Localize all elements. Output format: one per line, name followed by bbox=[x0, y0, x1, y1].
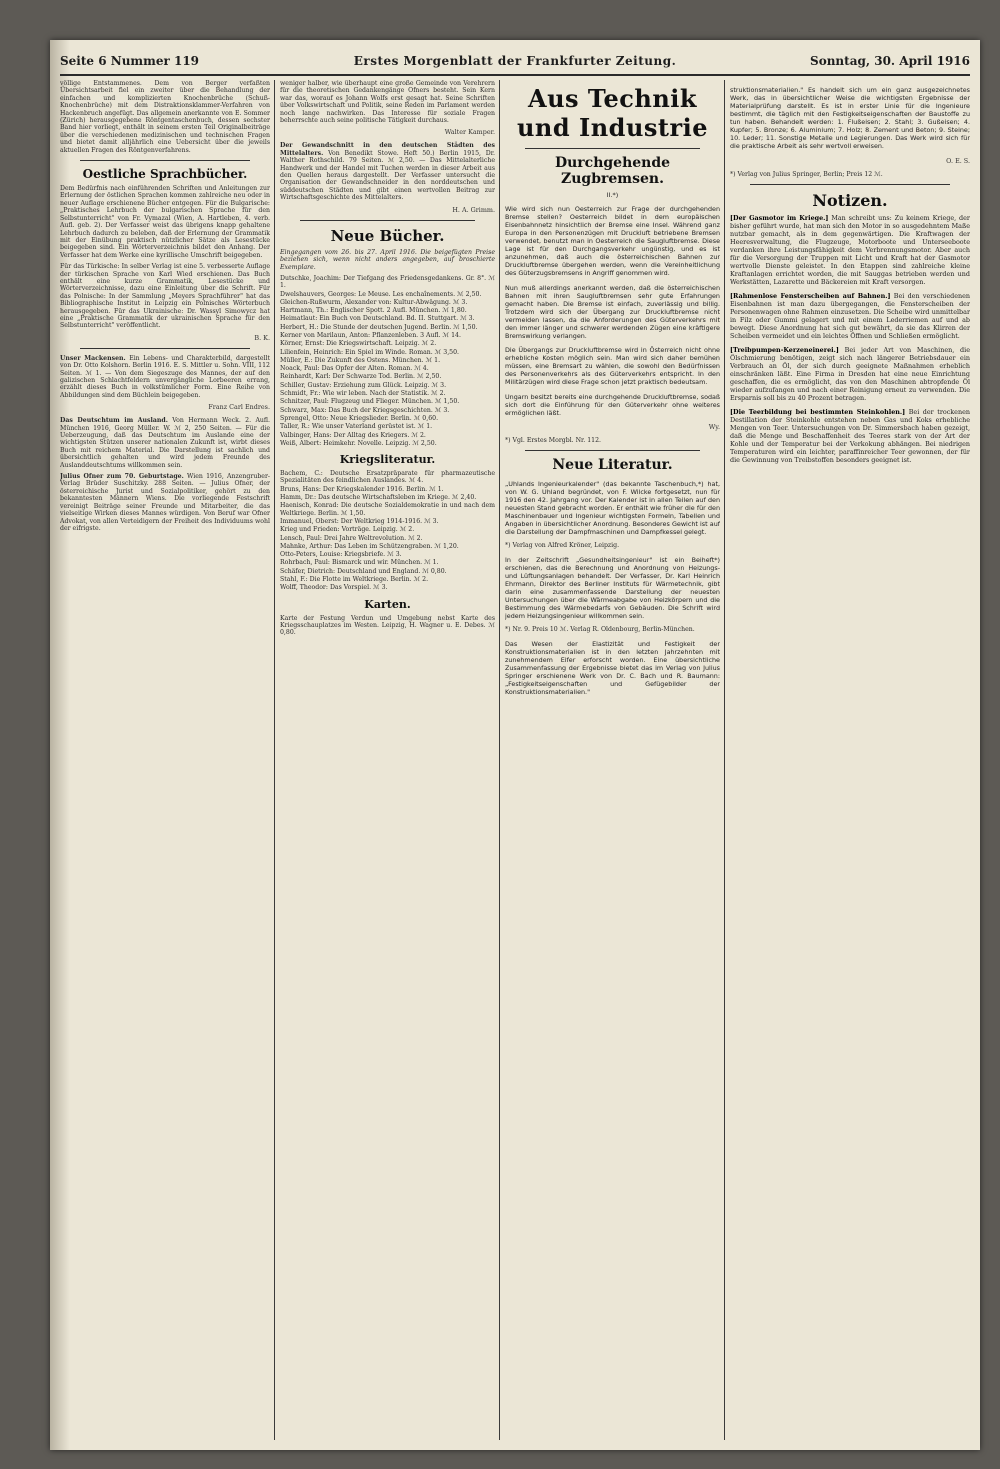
list-item: Schmidt, Fr.: Wie wir leben. Nach der Statistik. ℳ 2. bbox=[280, 390, 446, 398]
notice-item bbox=[730, 292, 970, 340]
column-1 bbox=[60, 80, 270, 1440]
review-body: Von Benedikt Stowe. Heft 50.) Berlin 1915, Dr. Walther Rothschild. 79 Seiten. ℳ 2,50. — Das Mittelalterliche Handwerk und der Handel mit Tuchen werden in dieser Arbeit aus den Quellen heraus dargestellt. Der Verfasser untersucht die Organisation der Gewandschneider in den norddeutschen und süddeutschen Städten und gibt einen wertvollen Beitrag zur Wirtschaftsgeschichte des Mittelalters. bbox=[280, 149, 495, 202]
section-heading: Neue Literatur. bbox=[552, 457, 673, 474]
list-item: Reinhardt, Karl: Der Schwarze Tod. Berlin. ℳ 2,50. bbox=[280, 373, 442, 381]
article-text: Für das Türkische: In selber Verlag ist eine 5. verbesserte Auflage der türkischen Sprache von Karl Wied erschienen. Das Buch enthält eine kurze Grammatik, Lesestücke und Wörterverzeichnisse, dazu eine Einleitung über die Schrift. Für das Polnische: In der Sammlung „Meyers Sprachführer" hat das Bibliographische Institut in Leipzig ein Polnisches Wörterbuch herausgegeben. Für das Ukrainische: Dr. Wassyl Simowycz hat eine „Praktische Grammatik der ukrainischen Sprache für den Selbstunterricht" veröffentlicht. bbox=[60, 263, 270, 330]
list-item: Rohrbach, Paul: Bismarck und wir. München. ℳ 1. bbox=[280, 559, 439, 567]
section-heading: Kriegsliteratur. bbox=[339, 453, 436, 467]
list-item: Wolff, Theodor: Das Vorspiel. ℳ 3. bbox=[280, 584, 388, 592]
footnote: *) Verlag von Alfred Kröner, Leipzig. bbox=[505, 542, 620, 550]
list-item: Hamm, Dr.: Das deutsche Wirtschaftsleben im Kriege. ℳ 2,40. bbox=[280, 494, 477, 502]
column-rule bbox=[499, 80, 500, 1440]
article-text: Dem Bedürfnis nach einführenden Schriften und Anleitungen zur Erlernung der östlichen Sprachen kommen zahlreiche neu oder in neuer Auflage erschienene Bücher entgegen. Für die Bulgarische: „Praktisches Lehrbuch der bulgarischen Sprache für den Selbstunterricht" von Fr. Vymazal (Wien, A. Hartleben, 4. verb. Aufl. geb. 2). Der Verfasser weist das übrigens knapp gehaltene Lehrbuch dadurch zu beleben, daß der Erlernung der Grammatik mit der Einübung praktisch nützlicher Sätze als Lesestücke beigegeben sind. Ein Wörterverzeichnis bildet den Anhang. Der Verfasser hat dem Werke eine kyrillische Umschrift beigegeben. bbox=[60, 185, 270, 259]
newspaper-page bbox=[50, 40, 980, 1450]
list-item: Stahl, F.: Die Flotte im Weltkriege. Berlin. ℳ 2. bbox=[280, 576, 429, 583]
list-item: Taller, R.: Wie unser Vaterland gerüstet ist. ℳ 1. bbox=[280, 423, 433, 431]
author-signature: B. K. bbox=[254, 333, 270, 342]
section-heading: Notizen. bbox=[812, 191, 888, 211]
section-heading: Oestliche Sprachbücher. bbox=[82, 167, 248, 182]
section-title: Aus Technik und Industrie bbox=[516, 84, 709, 142]
column-4 bbox=[730, 80, 970, 1440]
article-heading: Durchgehende Zugbremsen. bbox=[554, 155, 671, 187]
review-title: Der Gewandschnitt in den deutschen Städten des Mittelalters. bbox=[280, 142, 495, 157]
article-text: „Uhlands Ingenieurkalender" (das bekannte Taschenbuch,*) hat, von W. G. Uhland begründet, von F. Wilcke fortgesetzt, nun für 1916 den 42. Jahrgang vor. Der Kalender ist in allen Teilen auf den neuesten Stand gebracht worden. Er enthält wie früher die für den Maschinenbauer und Ingenieur wichtigsten Formeln, Tabellen und Angaben in übersichtlicher Anordnung. Besonderes Gewicht ist auf die Darstellung der Dampfmaschinen und Dampfkessel gelegt. bbox=[505, 479, 720, 536]
list-item: Schnitzer, Paul: Flugzeug und Flieger. München. ℳ 1,50. bbox=[280, 398, 460, 406]
issue-date: Sonntag, 30. April 1916 bbox=[810, 54, 970, 68]
section-heading: Karten. bbox=[364, 597, 411, 611]
notice-item bbox=[730, 214, 970, 286]
notice-item bbox=[730, 408, 970, 464]
divider bbox=[80, 160, 250, 161]
author-signature: Wy. bbox=[708, 422, 720, 431]
review-text bbox=[60, 355, 270, 399]
list-item: Immanuel, Oberst: Der Weltkrieg 1914-1916. ℳ 3. bbox=[280, 517, 439, 525]
article-text: In der Zeitschrift „Gesundheitsingenieur" ist ein Beiheft*) erschienen, das die Berechnung und Anordnung von Heizungs- und Lüftungsanlagen behandelt. Der Verfasser, Dr. Karl Heinrich Ehrmann, Direktor des Berliner Instituts für Wärmetechnik, gibt darin eine zusammenfassende Darstellung der neuesten Untersuchungen über die Wärmeabgabe von Heizkörpern und die Bestimmung des Wärmebedarfs von Gebäuden. Die Schrift wird jedem Heizungsingenieur willkommen sein. bbox=[505, 555, 720, 620]
notice-item bbox=[730, 346, 970, 402]
list-item: Müller, E.: Die Zukunft des Ostens. München. ℳ 1. bbox=[280, 356, 441, 364]
review-title: Julius Ofner zum 70. Geburtstage. bbox=[60, 473, 184, 481]
list-item: Kerner von Marilaun, Anton: Pflanzenleben. 3 Aufl. ℳ 14. bbox=[280, 331, 461, 339]
review-body: Wien 1916, Anzengruber-Verlag Brüder Suschitzky. 288 Seiten. — Julius Ofner, der österreichische Jurist und Sozialpolitiker, gehört zu den bekanntesten Männern Wiens. Die vorliegende Festschrift vereinigt Beiträge seiner Freunde und Mitarbeiter, die das vielseitige Wirken dieses Mannes würdigen. Von Beruf war Ofner Advokat, von allen Verteidigern der Freiheit des Individuums wohl der eifrigste. bbox=[60, 473, 270, 532]
divider bbox=[750, 184, 950, 185]
author-signature: H. A. Grimm. bbox=[452, 205, 495, 214]
newspaper-title: Erstes Morgenblatt der Frankfurter Zeitung. bbox=[353, 54, 677, 68]
author-signature: O. E. S. bbox=[946, 156, 970, 165]
footnote: *) Verlag von Julius Springer, Berlin; Preis 12 ℳ. bbox=[730, 170, 883, 178]
article-text: völlige Entstammenes. Dem von Berger verfaßten Übersichtsarbeit fiel ein zweiter über die Behandlung der einfachen und komplizierten Knochenbrüche (Schuß-Knochenbrüche) mit dem Distraktionsklammer-Verfahren von Hackenbruch angefügt. Das allgemein anerkannte von E. Sommer (Zürich) herausgegebene Röntgentaschenbuch, dessen sechster Band hier vorliegt, enthält in seinem ersten Teil Originalbeiträge über die verschiedenen medizinischen und technischen Fragen und bietet damit alljährlich eine Uebersicht über die jeweils aktuellen Fragen des Röntgenverfahrens. bbox=[60, 80, 270, 154]
article-text: Karte der Festung Verdun und Umgebung nebst Karte des Kriegsschauplatzes im Westen. Leipzig, H. Wagner u. E. Debes. ℳ 0,80. bbox=[280, 614, 495, 637]
footnote: *) Vgl. Erstes Morgbl. Nr. 112. bbox=[505, 436, 602, 444]
article-text: struktionsmaterialien." Es handelt sich um ein ganz ausgezeichnetes Werk, das in übersichtlicher Weise die wichtigsten Ergebnisse der Materialprüfung darstellt. Es ist in erster Linie für die Ingenieure bestimmt, die täglich mit den Festigkeitseigenschaften der Baustoffe zu tun haben. Behandelt werden: 1. Flußeisen; 2. Stahl; 3. Gußeisen; 4. Kupfer; 5. Bronze; 6. Aluminium; 7. Holz; 8. Zement und Beton; 9. Steine; 10. Leder; 11. Sonstige Metalle und Legierungen. Das Werk wird sich für die praktische Arbeit als sehr wertvoll erweisen. bbox=[730, 86, 970, 151]
list-item: Haenisch, Konrad: Die deutsche Sozialdemokratie in und nach dem Weltkriege. Berlin. ℳ 1,50. bbox=[280, 502, 495, 517]
review-text bbox=[60, 473, 270, 532]
list-item: Schiller, Gustav: Erziehung zum Glück. Leipzig. ℳ 3. bbox=[280, 381, 447, 389]
notice-title: [Die Teerbildung bei bestimmten Steinkohlen.] bbox=[730, 408, 906, 417]
column-rule bbox=[274, 80, 275, 1440]
book-list bbox=[280, 275, 495, 447]
article-text: Die Übergangs zur Druckluftbremse wird in Österreich nicht ohne erhebliche Kosten möglich sein. Man wird sich daher bemühen müssen, eine Bremsart zu wählen, die sowohl den Bedürfnissen des Personenverkehrs als des Güterverkehrs entspricht. In den Militärzügen wird diese Frage schon jetzt praktisch bedeutsam. bbox=[505, 346, 720, 387]
notice-body: Bei der trockenen Destillation der Steinkohle entstehen neben Gas und Koks erhebliche Mengen von Teer. Untersuchungen von Dr. Simmersbach haben gezeigt, daß die Menge und Beschaffenheit des Teeres stark von der Art der Kohle und der Temperatur bei der Verkokung abhängen. Bei niedrigen Temperaturen wird ein leichter, paraffinreicher Teer gewonnen, der für die Gewinnung von Treibstoffen besonders geeignet ist. bbox=[730, 408, 970, 465]
author-signature: Walter Kamper. bbox=[444, 128, 495, 137]
notice-body: Man schreibt uns: Zu keinem Kriege, der bisher geführt wurde, hat man sich den Motor in so ausgedehntem Maße nutzbar gemacht, als in dem gegenwärtigen. Die Kraftwagen der Heeresverwaltung, die Flugzeuge, Motorboote und Unterseeboote verdanken ihre Leistungsfähigkeit dem Verbrennungsmotor. Aber auch für die Versorgung der Truppen mit Licht und Kraft hat der Gasmotor wertvolle Dienste geleistet. In den Etappen sind zahlreiche kleine Kraftanlagen errichtet worden, die mit Sauggas betrieben werden und Werkstätten, Lazarette und Bäckereien mit Kraft versorgen. bbox=[730, 214, 970, 287]
author-signature: Franz Carl Endres. bbox=[208, 403, 270, 412]
notice-body: Bei jeder Art von Maschinen, die Ölschmierung benötigen, zeigt sich nach längerer Betriebsdauer ein Verbrauch an Öl, der sich durch geeignete Maßnahmen erheblich einschränken läßt. Eine Firma in Dresden hat eine neue Einrichtung geschaffen, die es ermöglicht, das von den Maschinen abtropfende Öl wieder aufzufangen und nach einer Reinigung erneut zu verwenden. Die Ersparnis soll bis zu 40 Prozent betragen. bbox=[730, 346, 970, 403]
list-item: Lensch, Paul: Drei Jahre Weltrevolution. ℳ 2. bbox=[280, 534, 423, 542]
list-item: Weiß, Albert: Heimkehr. Novelle. Leipzig. ℳ 2,50. bbox=[280, 439, 437, 447]
column-3 bbox=[505, 80, 720, 1440]
review-text bbox=[60, 417, 270, 469]
list-item: Valbinger, Hans: Der Alltag des Kriegers. ℳ 2. bbox=[280, 431, 426, 439]
list-item: Schwarz, Max: Das Buch der Kriegsgeschichten. ℳ 3. bbox=[280, 406, 450, 414]
page-number: Seite 6 Nummer 119 bbox=[60, 54, 200, 68]
divider bbox=[525, 148, 700, 149]
review-body: Von Hermann Weck. 2. Aufl. München 1916, Georg Müller. W. ℳ 2, 250 Seiten. — Für die Ueberzeugung, daß das Deutschtum im Auslande eine der wichtigsten Stützen unserer nationalen Zukunft ist, wirbt dieses Buch mit reichem Material. Die Darstellung ist sachlich und übersichtlich gehalten und wird jedem Freunde des Auslanddeutschtums willkommen sein. bbox=[60, 417, 270, 469]
article-text: Nun muß allerdings anerkannt werden, daß die österreichischen Bahnen mit ihren Saugluftbremsen sehr gute Erfahrungen gemacht haben. Die Bremse ist einfach, zuverlässig und billig. Trotzdem wird sich der Übergang zur Druckluftbremse nicht vermeiden lassen, da die Anforderungen des Güterverkehrs mit den immer länger und schwerer werdenden Zügen eine kräftigere Bremswirkung verlangen. bbox=[505, 283, 720, 340]
divider bbox=[525, 450, 700, 451]
list-item: Dwelshauvers, Georges: Le Meuse. Les enchaînements. ℳ 2,50. bbox=[280, 290, 482, 298]
review-body: Ein Lebens- und Charakterbild, dargestellt von Dr. Otto Kolshorn. Berlin 1916. E. S. Mittler u. Sohn. VIII, 112 Seiten. ℳ 1. — Von dem Siegeszuge des Mannes, der auf den galizischen Schlachtfeldern unvergängliche Lorbeeren errang, erzählt dieses Buch in volkstümlicher Form. Eine Reihe von Abbildungen sind dem Büchlein beigegeben. bbox=[60, 354, 270, 399]
list-item: Herbert, H.: Die Stunde der deutschen Jugend. Berlin. ℳ 1,50. bbox=[280, 323, 478, 331]
divider bbox=[80, 348, 250, 349]
review-text bbox=[280, 142, 495, 201]
list-item: Bachem, C.: Deutsche Ersatzpräparate für pharmazeutische Spezialitäten des feindlichen Auslandes. ℳ 4. bbox=[280, 470, 495, 485]
list-intro: Eingegangen vom 26. bis 27. April 1916. Die beigefügten Preise beziehen sich, wenn nicht anders angegeben, auf broschierte Exemplare. bbox=[280, 248, 495, 271]
article-text: weniger halber, wie überhaupt eine große Gemeinde von Verehrern für die theoretischen Gedankengänge Ofners besteht. Sein Kern war das, worauf es Johann Wolfs erst gesagt hat. Seine Schriften über Volkswirtschaft und Politik, seine Reden im Parlament werden noch lange nachwirken. Das Interesse für soziale Fragen beherrschte auch seine politische Tätigkeit durchaus. bbox=[280, 80, 495, 125]
footnote: *) Nr. 9. Preis 10 ℳ. Verlag R. Oldenbourg, Berlin-München. bbox=[505, 626, 695, 634]
list-item: Sprengel, Otto: Neue Kriegslieder. Berlin. ℳ 0,60. bbox=[280, 414, 439, 422]
article-text: Wie wird sich nun Oesterreich zur Frage der durchgehenden Bremse stellen? Oesterreich bildet in dem europäischen Eisenbahnnetz hinsichtlich der Bremse eine Insel. Während ganz Europa in den Personenzügen mit Druckluft betriebene Bremsen verwendet, benutzt man in Oesterreich die Saugluftbremse. Diese Lage ist für den Durchgangsverkehr ungünstig, und es ist anzunehmen, daß auch die österreichischen Bahnen zur Druckluftbremse übergehen werden, wenn die Vereinheitlichung des Güterzugsbremsens in Angriff genommen wird. bbox=[505, 205, 720, 278]
list-item: Hartmann, Th.: Englischer Spott. 2 Aufl. München. ℳ 1,80. bbox=[280, 307, 467, 315]
article-text: Das Wesen der Elastizität und Festigkeit der Konstruktionsmaterialien ist in den letzten Jahrzehnten mit zunehmendem Eifer erforscht worden. Eine übersichtliche Zusammenfassung der Ergebnisse bietet das im Verlag von Julius Springer erschienene Werk von Dr. C. Bach und R. Baumann: „Festigkeitseigenschaften und Gefügebilder der Konstruktionsmaterialien." bbox=[505, 640, 720, 697]
notice-title: [Treibpumpen-Kerzeneinerei.] bbox=[730, 346, 839, 355]
notice-body: Bei den verschiedenen Eisenbahnen ist man dazu übergegangen, die Fensterscheiben der Personenwagen ohne Rahmen einzusetzen. Die Scheibe wird unmittelbar in Filz oder Gummi gelagert und mit einem Lederriemen auf und ab bewegt. Diese Anordnung hat sich gut bewährt, da sie das Klirren der Scheiben vermeidet und ein leichtes Öffnen und Schließen ermöglicht. bbox=[730, 292, 970, 341]
notice-title: [Rahmenlose Fensterscheiben auf Bahnen.] bbox=[730, 292, 891, 301]
list-item: Otto-Peters, Louise: Kriegsbriefe. ℳ 3. bbox=[280, 551, 402, 559]
section-heading: Neue Bücher. bbox=[330, 226, 445, 245]
list-item: Krieg und Frieden: Vorträge. Leipzig. ℳ 2. bbox=[280, 526, 415, 534]
divider bbox=[300, 220, 475, 221]
list-item: Lilienfein, Heinrich: Ein Spiel im Winde. Roman. ℳ 3,50. bbox=[280, 348, 460, 356]
column-rule bbox=[724, 80, 725, 1440]
list-item: Noack, Paul: Das Opfer der Alten. Roman. ℳ 4. bbox=[280, 365, 429, 373]
article-text: Ungarn besitzt bereits eine durchgehende Druckluftbremse, sodaß sich dort die Einführung für den Güterverkehr ohne weiteres ermöglichen läßt. bbox=[505, 392, 720, 417]
list-item: Bruns, Hans: Der Kriegskalender 1916. Berlin. ℳ 1. bbox=[280, 485, 444, 493]
list-item: Dutschke, Joachim: Der Tiefgang des Friedensgedankens. Gr. 8°. ℳ 1. bbox=[280, 274, 495, 290]
review-title: Unser Mackensen. bbox=[60, 354, 126, 362]
list-item: Mahnke, Arthur: Das Leben im Schützengraben. ℳ 1,20. bbox=[280, 542, 459, 550]
column-2 bbox=[280, 80, 495, 1440]
notice-title: [Der Gasmotor im Kriege.] bbox=[730, 214, 829, 223]
list-item: Körner, Ernst: Die Kriegswirtschaft. Leipzig. ℳ 2. bbox=[280, 340, 437, 348]
article-part: II.*) bbox=[606, 191, 619, 199]
masthead bbox=[60, 52, 970, 76]
list-item: Schäfer, Dietrich: Deutschland und England. ℳ 0,80. bbox=[280, 567, 447, 575]
review-title: Das Deutschtum im Ausland. bbox=[60, 417, 168, 425]
list-item: Gleichen-Rußwurm, Alexander von: Kultur-Abwägung. ℳ 3. bbox=[280, 298, 468, 306]
war-book-list bbox=[280, 470, 495, 591]
list-item: Heimatlaut: Ein Buch von Deutschland. Bd. II. Stuttgart. ℳ 3. bbox=[280, 315, 475, 323]
